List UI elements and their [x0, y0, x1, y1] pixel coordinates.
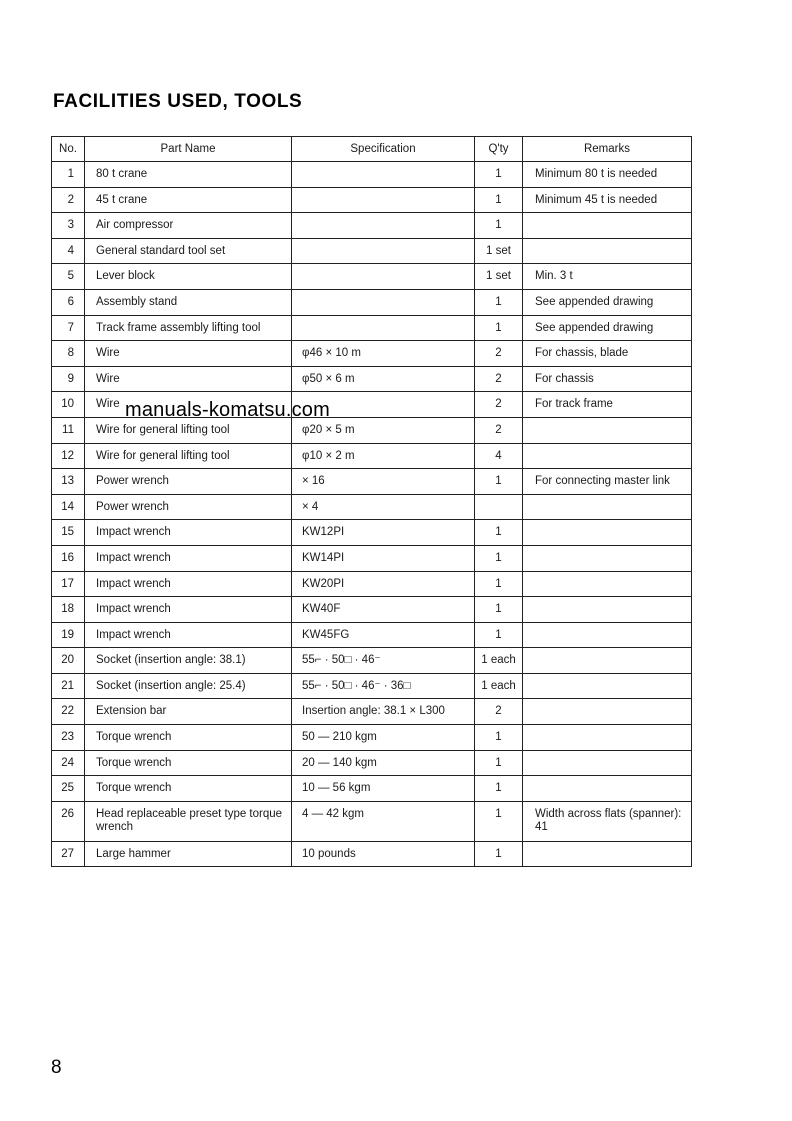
table-row: [52, 162, 692, 188]
table-row: [52, 264, 692, 290]
row-qty: 1: [475, 289, 523, 315]
table-row: [52, 238, 692, 264]
row-remarks: See appended drawing: [523, 315, 692, 341]
row-specification: × 16: [292, 469, 475, 495]
row-qty: 1 set: [475, 238, 523, 264]
row-part-name: Impact wrench: [85, 571, 292, 597]
row-part-name: Lever block: [85, 264, 292, 290]
row-qty: 2: [475, 699, 523, 725]
row-no: 11: [52, 417, 85, 443]
row-specification: KW14PI: [292, 545, 475, 571]
row-specification: φ10 × 2 m: [292, 443, 475, 469]
table-header-row: [52, 137, 692, 162]
page-title: FACILITIES USED, TOOLS: [53, 90, 303, 112]
table-row: [52, 315, 692, 341]
table-row: [52, 187, 692, 213]
table-row: [52, 545, 692, 571]
row-part-name: Torque wrench: [85, 750, 292, 776]
table-row: [52, 520, 692, 546]
row-no: 5: [52, 264, 85, 290]
row-part-name: Head replaceable preset type torque wrench: [85, 801, 292, 841]
row-remarks: [523, 648, 692, 674]
row-qty: 1: [475, 725, 523, 751]
row-no: 24: [52, 750, 85, 776]
row-specification: [292, 187, 475, 213]
row-remarks: For connecting master link: [523, 469, 692, 495]
row-specification: [292, 213, 475, 239]
row-specification: KW12PI: [292, 520, 475, 546]
row-qty: 1 set: [475, 264, 523, 290]
row-no: 10: [52, 392, 85, 418]
header-part-name: Part Name: [85, 137, 292, 162]
row-remarks: [523, 750, 692, 776]
row-qty: 1: [475, 776, 523, 802]
row-specification: φ50 × 6 m: [292, 366, 475, 392]
header-specification: Specification: [292, 137, 475, 162]
row-part-name: Large hammer: [85, 841, 292, 867]
row-no: 3: [52, 213, 85, 239]
table-row: [52, 597, 692, 623]
table-row: [52, 213, 692, 239]
row-qty: 1: [475, 597, 523, 623]
row-part-name: Wire: [85, 366, 292, 392]
row-qty: [475, 494, 523, 520]
page-number: 8: [51, 1057, 62, 1078]
table-row: [52, 699, 692, 725]
table-row: [52, 841, 692, 867]
row-remarks: [523, 213, 692, 239]
row-part-name: Impact wrench: [85, 545, 292, 571]
row-qty: 1: [475, 520, 523, 546]
row-part-name: Track frame assembly lifting tool: [85, 315, 292, 341]
row-part-name: Impact wrench: [85, 520, 292, 546]
table-row: [52, 673, 692, 699]
row-remarks: [523, 725, 692, 751]
table-row: [52, 494, 692, 520]
row-part-name: Assembly stand: [85, 289, 292, 315]
row-no: 6: [52, 289, 85, 315]
row-remarks: Min. 3 t: [523, 264, 692, 290]
row-remarks: [523, 443, 692, 469]
row-specification: [292, 315, 475, 341]
row-no: 18: [52, 597, 85, 623]
row-qty: 1: [475, 469, 523, 495]
row-specification: [292, 162, 475, 188]
row-qty: 2: [475, 417, 523, 443]
row-remarks: For chassis, blade: [523, 341, 692, 367]
row-specification: [292, 264, 475, 290]
row-no: 9: [52, 366, 85, 392]
row-qty: 1 each: [475, 648, 523, 674]
row-specification: KW45FG: [292, 622, 475, 648]
row-no: 2: [52, 187, 85, 213]
row-qty: 1: [475, 571, 523, 597]
tools-table: [51, 136, 692, 867]
row-no: 26: [52, 801, 85, 841]
row-specification: 55⌐ · 50□ · 46⁻ · 36□: [292, 673, 475, 699]
row-remarks: For chassis: [523, 366, 692, 392]
row-remarks: Minimum 45 t is needed: [523, 187, 692, 213]
row-specification: [292, 238, 475, 264]
table-row: [52, 622, 692, 648]
row-remarks: [523, 776, 692, 802]
row-part-name: Impact wrench: [85, 622, 292, 648]
row-no: 13: [52, 469, 85, 495]
row-qty: 1: [475, 213, 523, 239]
row-part-name: Socket (insertion angle: 38.1): [85, 648, 292, 674]
row-no: 7: [52, 315, 85, 341]
row-part-name: Air compressor: [85, 213, 292, 239]
row-qty: 2: [475, 341, 523, 367]
row-remarks: [523, 571, 692, 597]
row-part-name: Wire: [85, 392, 292, 418]
row-no: 8: [52, 341, 85, 367]
row-no: 15: [52, 520, 85, 546]
row-specification: × 4: [292, 494, 475, 520]
row-part-name: Power wrench: [85, 469, 292, 495]
table-row: [52, 725, 692, 751]
row-specification: 4 — 42 kgm: [292, 801, 475, 841]
row-remarks: [523, 238, 692, 264]
row-qty: 1: [475, 545, 523, 571]
row-no: 25: [52, 776, 85, 802]
row-no: 22: [52, 699, 85, 725]
row-remarks: Minimum 80 t is needed: [523, 162, 692, 188]
row-qty: 1: [475, 801, 523, 841]
row-specification: 10 pounds: [292, 841, 475, 867]
table-row: [52, 443, 692, 469]
row-no: 17: [52, 571, 85, 597]
row-remarks: [523, 520, 692, 546]
table-row: [52, 801, 692, 841]
row-qty: 1: [475, 162, 523, 188]
row-remarks: [523, 545, 692, 571]
row-part-name: Torque wrench: [85, 725, 292, 751]
row-no: 4: [52, 238, 85, 264]
row-no: 12: [52, 443, 85, 469]
row-qty: 1 each: [475, 673, 523, 699]
row-part-name: General standard tool set: [85, 238, 292, 264]
row-part-name: Torque wrench: [85, 776, 292, 802]
table-row: [52, 750, 692, 776]
row-specification: 50 — 210 kgm: [292, 725, 475, 751]
table-row: [52, 289, 692, 315]
row-qty: 1: [475, 622, 523, 648]
row-remarks: For track frame: [523, 392, 692, 418]
row-part-name: 45 t crane: [85, 187, 292, 213]
table-row: [52, 341, 692, 367]
row-remarks: [523, 494, 692, 520]
row-specification: 20 — 140 kgm: [292, 750, 475, 776]
row-no: 19: [52, 622, 85, 648]
row-remarks: [523, 673, 692, 699]
row-specification: φ46 × 10 m: [292, 341, 475, 367]
row-qty: 4: [475, 443, 523, 469]
row-no: 1: [52, 162, 85, 188]
row-qty: 1: [475, 187, 523, 213]
row-remarks: [523, 841, 692, 867]
row-specification: KW40F: [292, 597, 475, 623]
header-qty: Q'ty: [475, 137, 523, 162]
row-qty: 1: [475, 315, 523, 341]
row-specification: KW20PI: [292, 571, 475, 597]
row-no: 20: [52, 648, 85, 674]
row-remarks: [523, 699, 692, 725]
watermark-text[interactable]: manuals-komatsu.com: [125, 399, 330, 421]
row-specification: φ20 × 5 m: [292, 417, 475, 443]
header-no: No.: [52, 137, 85, 162]
row-part-name: Power wrench: [85, 494, 292, 520]
row-no: 21: [52, 673, 85, 699]
row-remarks: [523, 597, 692, 623]
row-remarks: [523, 622, 692, 648]
table-row: [52, 366, 692, 392]
row-part-name: Wire for general lifting tool: [85, 443, 292, 469]
row-remarks: [523, 417, 692, 443]
table-row: [52, 648, 692, 674]
row-part-name: Socket (insertion angle: 25.4): [85, 673, 292, 699]
row-no: 16: [52, 545, 85, 571]
header-remarks: Remarks: [523, 137, 692, 162]
table-row: [52, 776, 692, 802]
row-part-name: Wire for general lifting tool: [85, 417, 292, 443]
row-qty: 1: [475, 750, 523, 776]
row-specification: 10 — 56 kgm: [292, 776, 475, 802]
row-remarks: See appended drawing: [523, 289, 692, 315]
row-no: 14: [52, 494, 85, 520]
row-no: 23: [52, 725, 85, 751]
row-part-name: Impact wrench: [85, 597, 292, 623]
row-part-name: 80 t crane: [85, 162, 292, 188]
row-qty: 2: [475, 366, 523, 392]
row-specification: Insertion angle: 38.1 × L300: [292, 699, 475, 725]
table-row: [52, 469, 692, 495]
row-specification: 55⌐ · 50□ · 46⁻: [292, 648, 475, 674]
row-part-name: Extension bar: [85, 699, 292, 725]
row-specification: [292, 289, 475, 315]
row-qty: 2: [475, 392, 523, 418]
table-row: [52, 571, 692, 597]
row-no: 27: [52, 841, 85, 867]
row-qty: 1: [475, 841, 523, 867]
row-remarks: Width across flats (spanner): 41: [523, 801, 692, 841]
row-part-name: Wire: [85, 341, 292, 367]
